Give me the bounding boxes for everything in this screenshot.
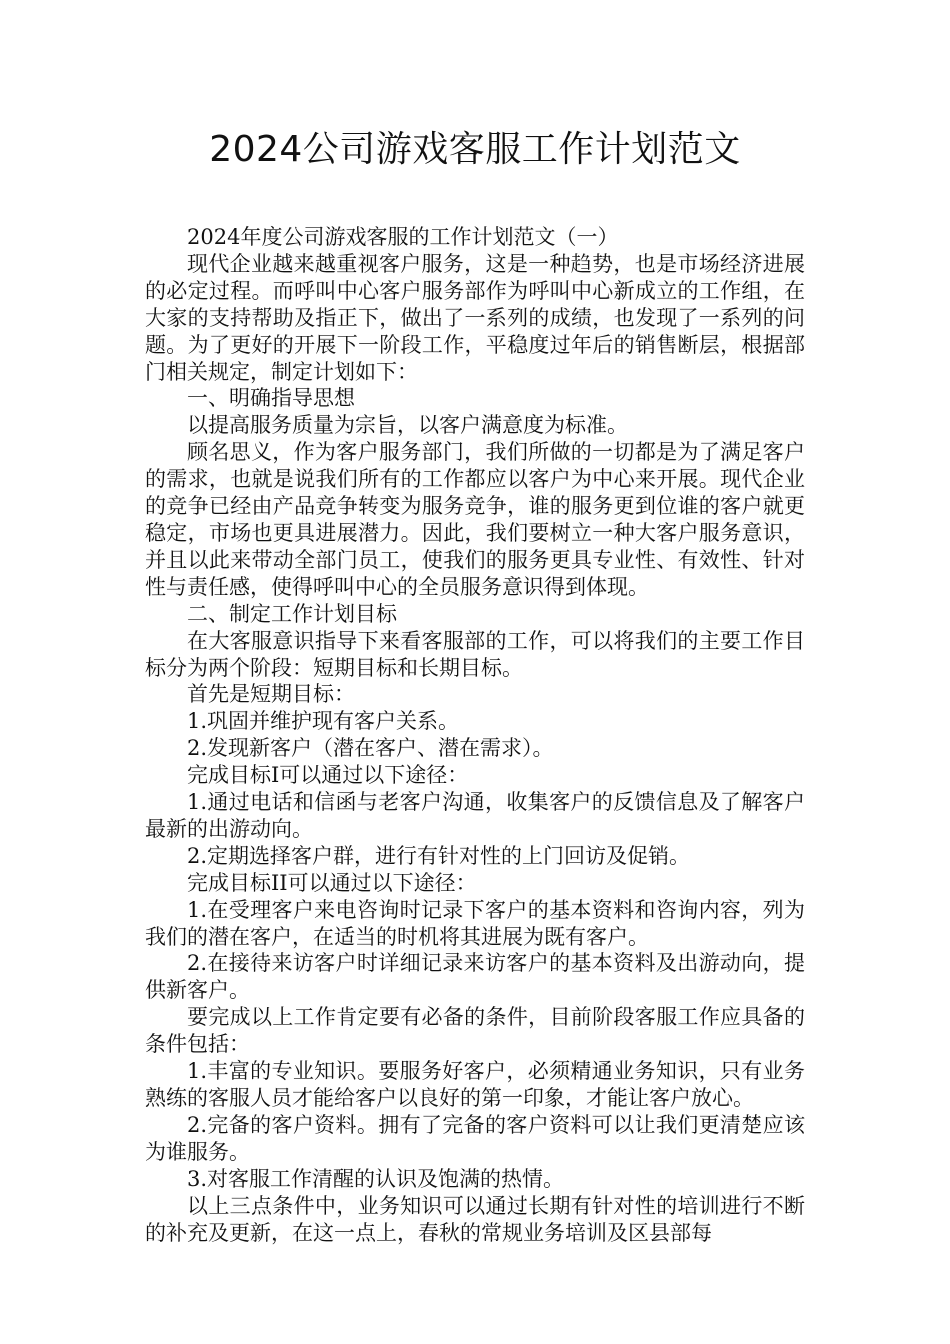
document-body — [145, 224, 805, 1246]
list-item: 2.定期选择客户群，进行有针对性的上门回访及促销。 — [187, 843, 691, 868]
paragraph: 首先是短期目标： — [187, 682, 355, 707]
paragraph: 以上三点条件中，业务知识可以通过长期有针对性的培训进行不断的补充及更新，在这一点上，春秋的常规业务培训及区县部每 — [145, 1193, 805, 1245]
list-item: 2.发现新客户（潜在客户、潜在需求）。 — [187, 736, 554, 761]
document-title: 2024公司游戏客服工作计划范文 — [209, 129, 741, 170]
paragraph: 完成目标I可以通过以下途径： — [187, 763, 469, 788]
list-item: 2.在接待来访客户时详细记录来访客户的基本资料及出游动向，提供新客户。 — [145, 951, 805, 1003]
paragraph: 以提高服务质量为宗旨，以客户满意度为标准。 — [187, 413, 628, 438]
list-item: 1.巩固并维护现有客户关系。 — [187, 709, 460, 734]
paragraph: 完成目标II可以通过以下途径： — [187, 870, 477, 895]
section-heading: 一、明确指导思想 — [187, 386, 355, 411]
paragraph: 顾名思义，作为客户服务部门，我们所做的一切都是为了满足客户的需求，也就是说我们所有的工作都应以客户为中心来开展。现代企业的竞争已经由产品竞争转变为服务竞争，谁的服务更到位谁的客户就更稳定，市场也更具进展潜力。因此，我们要树立一种大客户服务意识，并且以此来带动全部门员工，使我们的服务更具专业性、有效性、针对性与责任感，使得呼叫中心的全员服务意识得到体现。 — [145, 440, 805, 599]
paragraph: 在大客服意识指导下来看客服部的工作，可以将我们的主要工作目标分为两个阶段：短期目标和长期目标。 — [145, 628, 805, 680]
section-heading: 2024年度公司游戏客服的工作计划范文（一） — [187, 225, 619, 249]
list-item: 1.丰富的专业知识。要服务好客户，必须精通业务知识，只有业务熟练的客服人员才能给客户以良好的第一印象，才能让客户放心。 — [145, 1059, 805, 1110]
list-item: 1.通过电话和信函与老客户沟通，收集客户的反馈信息及了解客户最新的出游动向。 — [145, 790, 805, 841]
list-item: 3.对客服工作清醒的认识及饱满的热情。 — [187, 1166, 565, 1191]
section-heading: 二、制定工作计划目标 — [187, 601, 397, 626]
list-item: 1.在受理客户来电咨询时记录下客户的基本资料和咨询内容，列为我们的潜在客户，在适当的时机将其进展为既有客户。 — [145, 897, 805, 949]
paragraph: 现代企业越来越重视客户服务，这是一种趋势，也是市场经济进展的必定过程。而呼叫中心客户服务部作为呼叫中心新成立的工作组，在大家的支持帮助及指正下，做出了一系列的成绩，也发现了一系列的问题。为了更好的开展下一阶段工作，平稳度过年后的销售断层，根据部门相关规定，制定计划如下： — [145, 251, 805, 384]
list-item: 2.完备的客户资料。拥有了完备的客户资料可以让我们更清楚应该为谁服务。 — [145, 1112, 805, 1164]
paragraph: 要完成以上工作肯定要有必备的条件，目前阶段客服工作应具备的条件包括： — [145, 1005, 805, 1057]
